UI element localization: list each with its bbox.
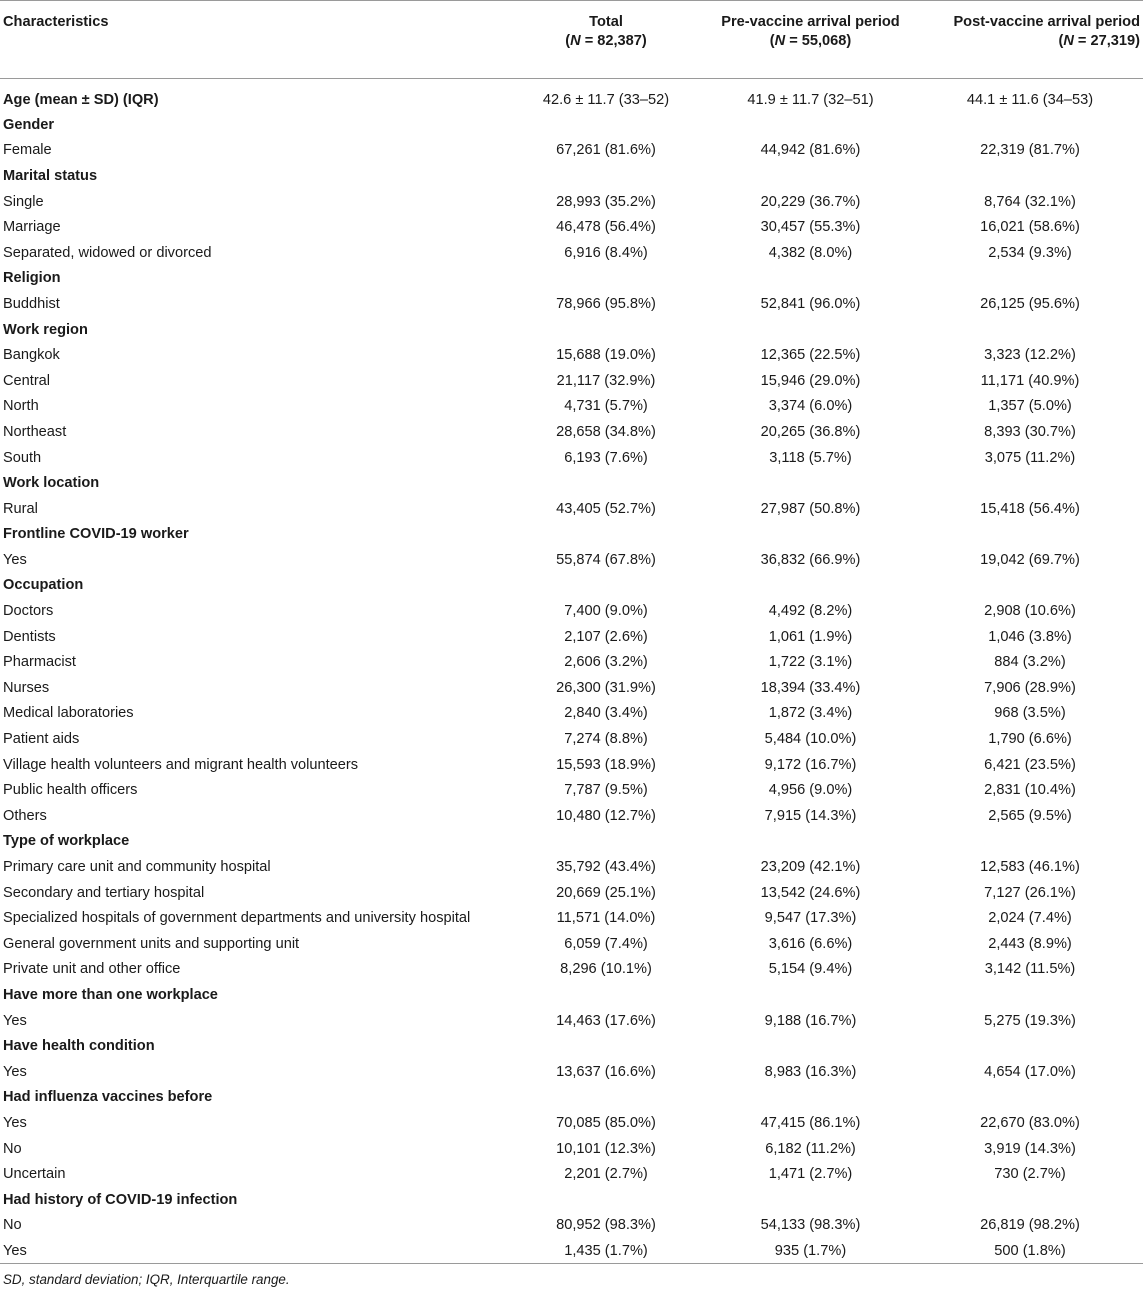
table-row — [0, 1136, 1143, 1162]
cell-total: 21,117 (32.9%) — [556, 372, 656, 389]
header-total — [508, 1, 704, 79]
cell-total: 20,669 (25.1%) — [556, 884, 656, 901]
n-symbol: N — [1063, 33, 1074, 49]
cell-post-vaccine — [917, 1085, 1143, 1111]
cell-pre-vaccine: 18,394 (33.4%) — [760, 679, 861, 696]
cell-post-vaccine: 5,275 (19.3%) — [984, 1012, 1076, 1029]
row-label: Northeast — [3, 423, 67, 440]
cell-post-vaccine: 44.1 ± 11.6 (34–53) — [966, 92, 1094, 108]
cell-total: 4,731 (5.7%) — [564, 398, 648, 415]
row-label: Village health volunteers and migrant health volunteers — [3, 756, 359, 773]
cell-post-vaccine — [917, 1187, 1143, 1213]
cell-pre-vaccine: 41.9 ± 11.7 (32–51) — [747, 92, 874, 108]
cell-total: 6,916 (8.4%) — [564, 244, 648, 261]
row-label: Type of workplace — [3, 833, 130, 850]
table-section-row — [0, 1187, 1143, 1213]
table-row — [0, 1161, 1143, 1187]
cell-total: 7,787 (9.5%) — [564, 782, 648, 799]
cell-total: 46,478 (56.4%) — [556, 219, 656, 236]
cell-pre-vaccine: 6,182 (11.2%) — [765, 1140, 856, 1157]
row-label: Had history of COVID-19 infection — [3, 1191, 238, 1208]
table-row — [0, 649, 1143, 675]
cell-post-vaccine: 26,819 (98.2%) — [980, 1217, 1080, 1234]
cell-post-vaccine — [917, 982, 1143, 1008]
row-label: Central — [3, 372, 51, 389]
cell-pre-vaccine: 4,956 (9.0%) — [768, 782, 853, 799]
header-row — [0, 1, 1143, 79]
row-label: Have more than one workplace — [3, 986, 218, 1003]
row-label: General government units and supporting unit — [3, 935, 300, 952]
cell-post-vaccine — [917, 470, 1143, 496]
cell-post-vaccine: 1,790 (6.6%) — [988, 731, 1072, 748]
cell-pre-vaccine: 3,118 (5.7%) — [769, 449, 852, 466]
cell-post-vaccine: 4,654 (17.0%) — [984, 1063, 1076, 1080]
cell-pre-vaccine: 8,983 (16.3%) — [764, 1063, 857, 1080]
cell-post-vaccine: 2,534 (9.3%) — [988, 244, 1072, 261]
row-label: Religion — [3, 270, 61, 287]
row-label: Had influenza vaccines before — [3, 1089, 213, 1106]
cell-total: 2,840 (3.4%) — [564, 705, 648, 722]
cell-post-vaccine: 1,357 (5.0%) — [988, 398, 1072, 415]
cell-total: 43,405 (52.7%) — [556, 500, 656, 517]
cell-pre-vaccine: 9,188 (16.7%) — [764, 1012, 857, 1029]
header-characteristics — [0, 1, 508, 79]
table-row — [0, 726, 1143, 752]
cell-pre-vaccine: 3,616 (6.6%) — [768, 935, 853, 952]
row-label: Doctors — [3, 603, 54, 620]
row-label: Frontline COVID-19 worker — [3, 526, 189, 543]
cell-total — [508, 829, 704, 855]
row-label: Primary care unit and community hospital — [3, 859, 271, 876]
cell-total — [508, 266, 704, 292]
row-label: Patient aids — [3, 731, 80, 748]
cell-pre-vaccine: 1,872 (3.4%) — [768, 705, 853, 722]
cell-post-vaccine: 2,908 (10.6%) — [984, 603, 1076, 620]
cell-pre-vaccine: 23,209 (42.1%) — [760, 859, 861, 876]
row-label: Buddhist — [3, 295, 60, 312]
row-label: South — [3, 449, 42, 466]
cell-pre-vaccine: 1,722 (3.1%) — [768, 654, 853, 671]
table-row — [0, 240, 1143, 266]
cell-pre-vaccine — [704, 573, 917, 599]
row-label: Marital status — [3, 167, 98, 184]
cell-post-vaccine: 7,906 (28.9%) — [984, 679, 1076, 696]
row-label: Age (mean ± SD) (IQR) — [3, 92, 159, 108]
table-section-row — [0, 522, 1143, 548]
cell-total: 28,658 (34.8%) — [556, 423, 656, 440]
table-row — [0, 957, 1143, 983]
row-label: Yes — [3, 1012, 27, 1029]
table-row — [0, 1059, 1143, 1085]
cell-post-vaccine: 26,125 (95.6%) — [980, 295, 1080, 312]
row-label: Yes — [3, 1242, 27, 1259]
cell-post-vaccine: 2,565 (9.5%) — [988, 807, 1072, 824]
cell-pre-vaccine: 12,365 (22.5%) — [760, 347, 861, 364]
row-label: Specialized hospitals of government departments and university hospital — [3, 910, 471, 927]
cell-total: 1,435 (1.7%) — [564, 1242, 648, 1259]
cell-pre-vaccine: 1,471 (2.7%) — [768, 1166, 853, 1183]
cell-total: 6,193 (7.6%) — [564, 449, 648, 466]
cell-pre-vaccine: 4,382 (8.0%) — [768, 244, 853, 261]
row-label: Gender — [3, 116, 55, 133]
cell-post-vaccine: 3,919 (14.3%) — [984, 1140, 1076, 1157]
table-section-row — [0, 112, 1143, 138]
header-n-text: (N = 82,387) — [565, 33, 647, 49]
header-title: Pre-vaccine arrival period — [721, 14, 900, 30]
cell-total: 2,107 (2.6%) — [564, 628, 648, 645]
row-label: Yes — [3, 1114, 27, 1131]
cell-total: 7,274 (8.8%) — [564, 731, 648, 748]
row-label: Bangkok — [3, 347, 60, 364]
cell-total: 11,571 (14.0%) — [556, 910, 656, 927]
cell-pre-vaccine — [704, 470, 917, 496]
cell-post-vaccine: 11,171 (40.9%) — [980, 372, 1080, 389]
row-label: Private unit and other office — [3, 961, 181, 978]
header-title: Total — [589, 14, 623, 30]
cell-post-vaccine: 730 (2.7%) — [994, 1166, 1066, 1183]
cell-pre-vaccine: 9,172 (16.7%) — [764, 756, 857, 773]
table-row — [0, 931, 1143, 957]
cell-post-vaccine — [917, 266, 1143, 292]
cell-post-vaccine: 2,831 (10.4%) — [984, 782, 1076, 799]
cell-total: 42.6 ± 11.7 (33–52) — [542, 92, 670, 108]
cell-post-vaccine — [917, 829, 1143, 855]
row-label: No — [3, 1140, 22, 1157]
cell-post-vaccine — [917, 522, 1143, 548]
cell-pre-vaccine: 935 (1.7%) — [774, 1242, 847, 1259]
cell-total: 15,593 (18.9%) — [556, 756, 656, 773]
row-label: Work location — [3, 475, 100, 492]
row-label: Pharmacist — [3, 654, 76, 671]
cell-post-vaccine: 3,142 (11.5%) — [984, 961, 1076, 978]
cell-pre-vaccine — [704, 112, 917, 138]
cell-total: 10,101 (12.3%) — [556, 1140, 656, 1157]
table-row — [0, 880, 1143, 906]
header-n — [565, 33, 647, 49]
cell-pre-vaccine: 47,415 (86.1%) — [760, 1114, 861, 1131]
cell-pre-vaccine: 36,832 (66.9%) — [760, 551, 861, 568]
cell-pre-vaccine: 4,492 (8.2%) — [768, 603, 853, 620]
table-header — [0, 1, 1143, 79]
cell-post-vaccine: 3,075 (11.2%) — [984, 449, 1076, 466]
cell-pre-vaccine — [704, 522, 917, 548]
cell-total: 14,463 (17.6%) — [556, 1012, 656, 1029]
cell-total: 13,637 (16.6%) — [556, 1063, 656, 1080]
cell-post-vaccine — [917, 112, 1143, 138]
cell-total: 26,300 (31.9%) — [556, 679, 656, 696]
row-label: Others — [3, 807, 47, 824]
cell-pre-vaccine — [704, 163, 917, 189]
cell-total — [508, 1085, 704, 1111]
cell-post-vaccine — [917, 1033, 1143, 1059]
cell-total: 78,966 (95.8%) — [556, 295, 656, 312]
cell-total: 55,874 (67.8%) — [556, 551, 656, 568]
header-n-text: (N = 27,319) — [1058, 33, 1140, 49]
row-label: Yes — [3, 551, 27, 568]
table-row — [0, 1008, 1143, 1034]
n-symbol: N — [774, 33, 786, 49]
table-row — [0, 752, 1143, 778]
cell-total: 2,201 (2.7%) — [564, 1166, 648, 1183]
cell-pre-vaccine: 54,133 (98.3%) — [760, 1217, 861, 1234]
table-section-row — [0, 982, 1143, 1008]
cell-pre-vaccine: 52,841 (96.0%) — [760, 295, 861, 312]
cell-total: 35,792 (43.4%) — [556, 859, 656, 876]
cell-pre-vaccine — [704, 1033, 917, 1059]
cell-pre-vaccine — [704, 982, 917, 1008]
cell-total: 15,688 (19.0%) — [556, 347, 656, 364]
cell-pre-vaccine — [704, 1085, 917, 1111]
cell-pre-vaccine: 20,265 (36.8%) — [760, 423, 861, 440]
cell-total — [508, 317, 704, 343]
table-row — [0, 701, 1143, 727]
table-row — [0, 803, 1143, 829]
row-label: Secondary and tertiary hospital — [3, 884, 205, 901]
table-row — [0, 854, 1143, 880]
cell-total: 2,606 (3.2%) — [564, 654, 648, 671]
table-row — [0, 777, 1143, 803]
table-section-row — [0, 573, 1143, 599]
header-title: Characteristics — [3, 14, 109, 30]
cell-total — [508, 112, 704, 138]
cell-total: 7,400 (9.0%) — [564, 603, 648, 620]
cell-post-vaccine: 8,393 (30.7%) — [984, 423, 1076, 440]
cell-pre-vaccine — [704, 1187, 917, 1213]
table-row — [0, 547, 1143, 573]
cell-pre-vaccine: 20,229 (36.7%) — [760, 193, 861, 210]
table-row — [0, 1110, 1143, 1136]
table-footnote: SD, standard deviation; IQR, Interquartile range. — [3, 1272, 290, 1288]
table-row — [0, 624, 1143, 650]
cell-pre-vaccine: 27,987 (50.8%) — [760, 500, 861, 517]
cell-total: 8,296 (10.1%) — [560, 961, 652, 978]
row-label: Female — [3, 142, 52, 159]
cell-pre-vaccine: 3,374 (6.0%) — [768, 398, 853, 415]
cell-pre-vaccine — [704, 266, 917, 292]
table-body — [0, 79, 1143, 1264]
cell-post-vaccine: 500 (1.8%) — [994, 1242, 1066, 1259]
table-row — [0, 419, 1143, 445]
table-row — [0, 1238, 1143, 1264]
row-label: Have health condition — [3, 1038, 155, 1055]
row-label: Separated, widowed or divorced — [3, 244, 212, 261]
table-row — [0, 342, 1143, 368]
table-section-row — [0, 317, 1143, 343]
cell-pre-vaccine: 7,915 (14.3%) — [764, 807, 857, 824]
header-pre-vaccine — [704, 1, 917, 79]
row-label: Public health officers — [3, 782, 138, 799]
table-row — [0, 496, 1143, 522]
header-title: Post-vaccine arrival period — [953, 14, 1140, 30]
row-label: Uncertain — [3, 1166, 66, 1183]
cell-pre-vaccine: 15,946 (29.0%) — [760, 372, 861, 389]
table-section-row — [0, 266, 1143, 292]
row-label: Occupation — [3, 577, 84, 594]
cell-post-vaccine: 884 (3.2%) — [994, 654, 1066, 671]
row-label: Nurses — [3, 679, 50, 696]
cell-total — [508, 573, 704, 599]
table-row — [0, 1213, 1143, 1239]
row-label: North — [3, 398, 39, 415]
cell-pre-vaccine: 5,484 (10.0%) — [764, 731, 857, 748]
cell-total: 6,059 (7.4%) — [564, 935, 648, 952]
table-row — [0, 445, 1143, 471]
cell-pre-vaccine: 44,942 (81.6%) — [760, 142, 861, 159]
cell-post-vaccine: 968 (3.5%) — [994, 705, 1066, 722]
row-label: No — [3, 1217, 22, 1234]
table-row — [0, 675, 1143, 701]
cell-post-vaccine — [917, 163, 1143, 189]
row-label: Marriage — [3, 219, 61, 236]
header-post-vaccine — [917, 1, 1143, 79]
cell-pre-vaccine — [704, 829, 917, 855]
cell-pre-vaccine: 5,154 (9.4%) — [768, 961, 853, 978]
cell-post-vaccine: 22,319 (81.7%) — [980, 142, 1080, 159]
n-symbol: N — [570, 33, 581, 49]
row-label: Dentists — [3, 628, 56, 645]
cell-post-vaccine: 22,670 (83.0%) — [980, 1114, 1080, 1131]
cell-post-vaccine: 2,443 (8.9%) — [988, 935, 1072, 952]
row-label: Single — [3, 193, 44, 210]
table-section-row — [0, 79, 1143, 113]
cell-post-vaccine: 6,421 (23.5%) — [984, 756, 1076, 773]
cell-total — [508, 163, 704, 189]
cell-total — [508, 470, 704, 496]
cell-pre-vaccine: 13,542 (24.6%) — [760, 884, 861, 901]
cell-total — [508, 982, 704, 1008]
cell-pre-vaccine: 1,061 (1.9%) — [768, 628, 853, 645]
cell-total: 10,480 (12.7%) — [556, 807, 656, 824]
cell-post-vaccine: 12,583 (46.1%) — [980, 859, 1080, 876]
cell-total: 70,085 (85.0%) — [556, 1114, 656, 1131]
row-label: Rural — [3, 500, 38, 517]
table-section-row — [0, 470, 1143, 496]
cell-post-vaccine: 16,021 (58.6%) — [980, 219, 1080, 236]
cell-pre-vaccine: 30,457 (55.3%) — [760, 219, 861, 236]
cell-total — [508, 522, 704, 548]
table-row — [0, 394, 1143, 420]
cell-total: 80,952 (98.3%) — [556, 1217, 656, 1234]
cell-total: 28,993 (35.2%) — [556, 193, 656, 210]
row-label: Medical laboratories — [3, 705, 134, 722]
cell-post-vaccine — [917, 573, 1143, 599]
table-row — [0, 189, 1143, 215]
table-row — [0, 598, 1143, 624]
cell-post-vaccine: 15,418 (56.4%) — [980, 500, 1080, 517]
table-row — [0, 291, 1143, 317]
cell-post-vaccine: 2,024 (7.4%) — [988, 910, 1072, 927]
cell-post-vaccine: 3,323 (12.2%) — [984, 347, 1076, 364]
row-label: Yes — [3, 1063, 27, 1080]
table-section-row — [0, 163, 1143, 189]
table-section-row — [0, 829, 1143, 855]
table-section-row — [0, 1085, 1143, 1111]
cell-total — [508, 1187, 704, 1213]
cell-post-vaccine: 7,127 (26.1%) — [984, 884, 1076, 901]
table-row — [0, 138, 1143, 164]
table-row — [0, 368, 1143, 394]
cell-total: 67,261 (81.6%) — [556, 142, 656, 159]
cell-pre-vaccine — [704, 317, 917, 343]
table-row — [0, 214, 1143, 240]
cell-post-vaccine: 1,046 (3.8%) — [988, 628, 1072, 645]
row-label: Work region — [3, 321, 88, 338]
cell-pre-vaccine: 9,547 (17.3%) — [764, 910, 857, 927]
cell-post-vaccine: 8,764 (32.1%) — [984, 193, 1076, 210]
table-section-row — [0, 1033, 1143, 1059]
cell-post-vaccine — [917, 317, 1143, 343]
cell-total — [508, 1033, 704, 1059]
header-n-text: (N = 55,068) — [769, 33, 852, 49]
table-row — [0, 905, 1143, 931]
cell-post-vaccine: 19,042 (69.7%) — [980, 551, 1080, 568]
